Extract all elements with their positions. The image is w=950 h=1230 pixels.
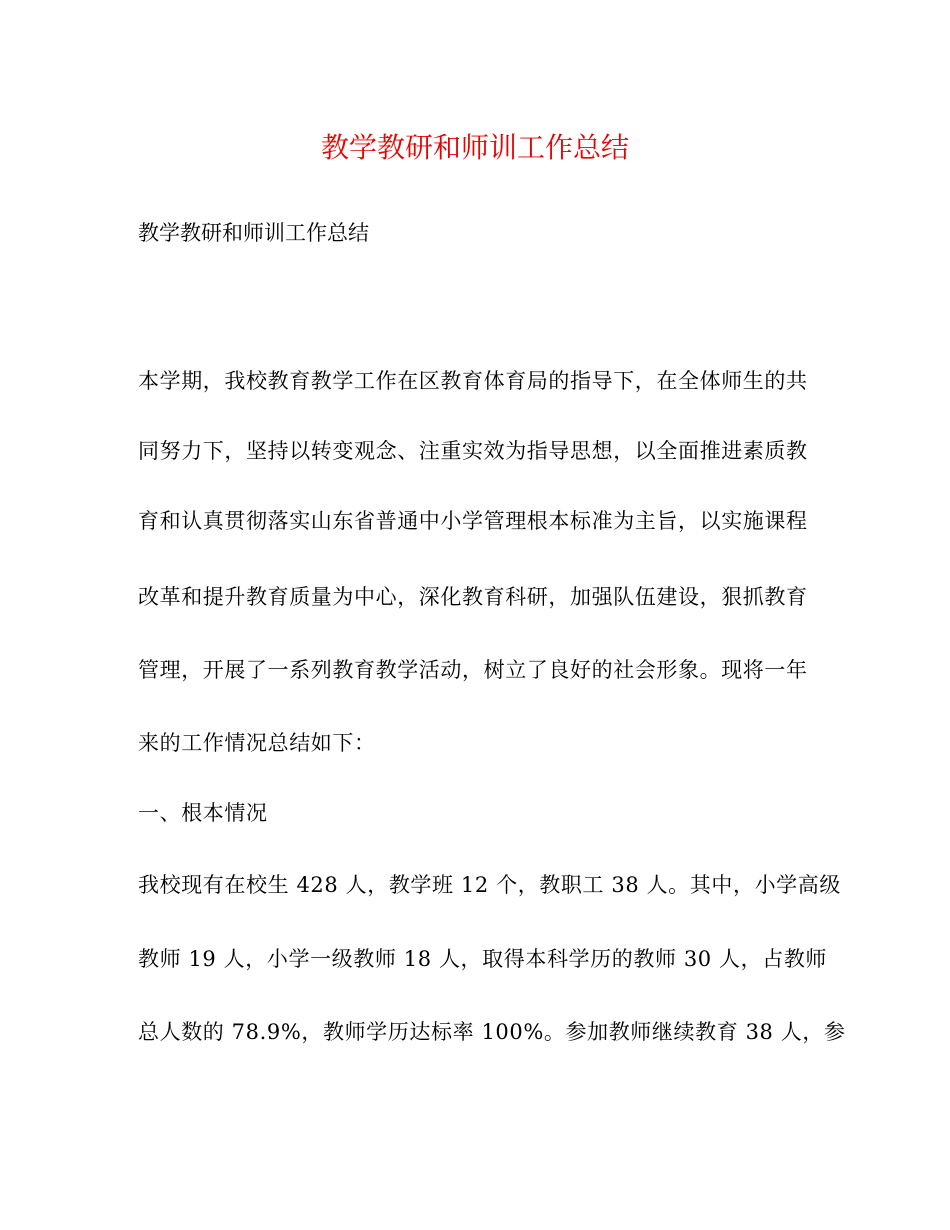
document-subtitle: 教学教研和师训工作总结 <box>138 221 369 245</box>
paragraph-line-3: 育和认真贯彻落实山东省普通中小学管理根本标准为主旨，以实施课程 <box>138 509 808 533</box>
paragraph-line-1: 本学期，我校教育教学工作在区教育体育局的指导下，在全体师生的共 <box>138 369 808 393</box>
paragraph-line-7: 我校现有在校生 428 人，教学班 12 个，教职工 38 人。其中，小学高级 <box>138 873 841 897</box>
paragraph-line-9: 总人数的 78.9%，教师学历达标率 100%。参加教师继续教育 38 人，参 <box>138 1020 846 1044</box>
paragraph-line-8: 教师 19 人，小学一级教师 18 人，取得本科学历的教师 30 人，占教师 <box>138 947 828 971</box>
paragraph-line-6: 来的工作情况总结如下： <box>138 731 376 755</box>
paragraph-line-2: 同努力下，坚持以转变观念、注重实效为指导思想，以全面推进素质教 <box>138 439 808 463</box>
paragraph-line-5: 管理，开展了一系列教育教学活动，树立了良好的社会形象。现将一年 <box>138 658 808 682</box>
section-heading-1: 一、根本情况 <box>138 801 268 825</box>
document-title: 教学教研和师训工作总结 <box>320 131 629 164</box>
paragraph-line-4: 改革和提升教育质量为中心，深化教育科研，加强队伍建设，狠抓教育 <box>138 585 808 609</box>
